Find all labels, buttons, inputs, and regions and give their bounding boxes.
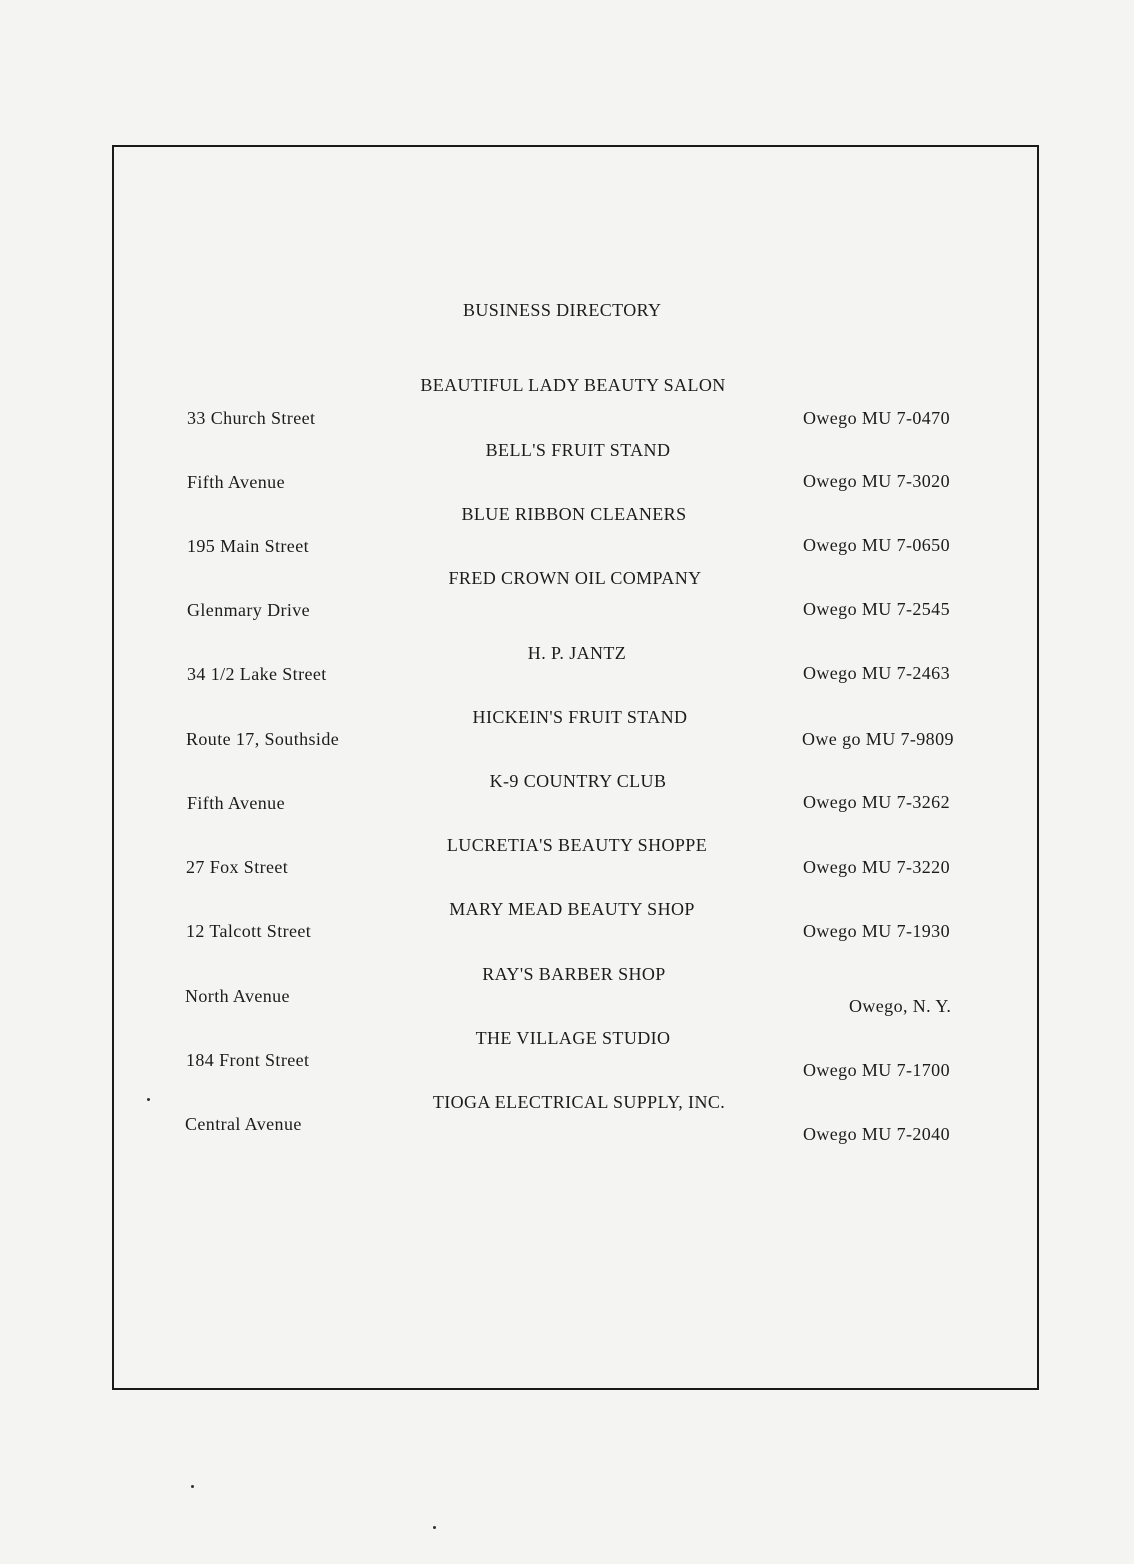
print-speck	[191, 1485, 194, 1488]
business-phone: Owe go MU 7-9809	[802, 729, 954, 749]
page-border	[112, 145, 1039, 1390]
business-phone: Owego MU 7-2040	[803, 1124, 950, 1144]
business-address: Route 17, Southside	[186, 729, 340, 749]
business-phone: Owego MU 7-3220	[803, 857, 950, 877]
business-address: 34 1/2 Lake Street	[187, 664, 327, 684]
business-name: K-9 COUNTRY CLUB	[489, 771, 667, 791]
business-name: BLUE RIBBON CLEANERS	[461, 504, 687, 524]
business-name: LUCRETIA'S BEAUTY SHOPPE	[446, 835, 708, 855]
business-name: MARY MEAD BEAUTY SHOP	[449, 899, 695, 919]
business-address: 184 Front Street	[186, 1050, 310, 1070]
print-speck	[433, 1526, 436, 1529]
business-name: THE VILLAGE STUDIO	[475, 1028, 671, 1048]
business-name: H. P. JANTZ	[527, 643, 627, 663]
business-name: BEAUTIFUL LADY BEAUTY SALON	[420, 375, 726, 395]
business-name: FRED CROWN OIL COMPANY	[448, 568, 702, 588]
print-speck	[147, 1098, 150, 1101]
business-address: 27 Fox Street	[186, 857, 289, 877]
business-address: Fifth Avenue	[187, 793, 285, 813]
business-phone: Owego MU 7-2545	[803, 599, 950, 619]
business-phone: Owego MU 7-1930	[803, 921, 950, 941]
page-title: BUSINESS DIRECTORY	[463, 300, 662, 320]
business-phone: Owego, N. Y.	[849, 996, 952, 1016]
business-phone: Owego MU 7-1700	[803, 1060, 950, 1080]
business-address: North Avenue	[185, 986, 290, 1006]
business-phone: Owego MU 7-0650	[803, 535, 950, 555]
business-address: Central Avenue	[185, 1114, 302, 1134]
business-address: Glenmary Drive	[187, 600, 311, 620]
business-phone: Owego MU 7-3020	[803, 471, 950, 491]
business-address: 12 Talcott Street	[186, 921, 312, 941]
business-phone: Owego MU 7-3262	[803, 792, 950, 812]
business-phone: Owego MU 7-0470	[803, 408, 950, 428]
business-address: 33 Church Street	[187, 408, 316, 428]
business-address: Fifth Avenue	[187, 472, 285, 492]
business-name: HICKEIN'S FRUIT STAND	[472, 707, 688, 727]
business-name: BELL'S FRUIT STAND	[485, 440, 671, 460]
business-address: 195 Main Street	[187, 536, 309, 556]
business-name: TIOGA ELECTRICAL SUPPLY, INC.	[432, 1092, 726, 1112]
business-phone: Owego MU 7-2463	[803, 663, 950, 683]
business-name: RAY'S BARBER SHOP	[482, 964, 666, 984]
